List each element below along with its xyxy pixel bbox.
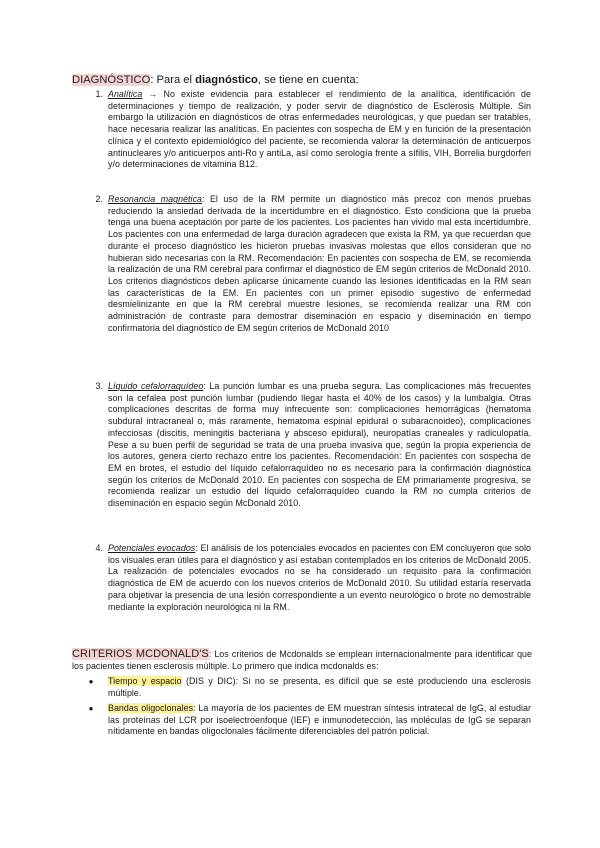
list-item-term: Líquido cefalorraquídeo [108, 381, 204, 391]
list-item-body: → No existe evidencia para establecer el rendimiento de la analítica, identificación de determinaciones y tiempo de realización, y poder servir de diagnóstico de Esclerosis Múltiple. Sin embargo la utilización en diagnósticos de otras enfermedades neurológicas, y que puedan ser tratables, hace necesaria realizar las analíticas. En pacientes con sospecha de EM y en función de la presentación clínica y el contexto epidemiológico del paciente, se recomienda valorar la determinación de anticuerpos antinucleares y/o anticuerpos anti-Ro y antiLa, así como serología frente a sífilis, VIH, Borrelia burgdorferi y/o determinaciones de vitamina B12. [108, 89, 531, 170]
bullet-body: (DIS y DIC): Si no se presenta, es difícil que se esté produciendo una esclerosis múltiple. [108, 676, 531, 698]
list-item-term: Analítica [108, 89, 143, 99]
list-item-potenciales [95, 543, 532, 613]
bullet-item-tiempo [88, 676, 531, 699]
bullet-term: Tiempo y espacio [108, 676, 182, 686]
list-item-resonancia [95, 194, 531, 334]
criterios-label: CRITERIOS MCDONALD'S [72, 648, 209, 660]
list-item-number: 2. [95, 194, 103, 204]
criterios-paragraph [72, 649, 532, 672]
list-item-analitica [95, 89, 531, 171]
diagnostico-label: DIAGNÓSTICO [72, 74, 151, 86]
list-item-number: 1. [95, 89, 103, 99]
bullet-body: : La mayoría de los pacientes de EM muestran síntesis intratecal de IgG, al estudiar las proteínas del LCR por isoelectroenfoque (IEF) e inmunodetección, las moléculas de IgG se separan nítidamente en bandas oligoclonales fácilmente diferenciables del patrón policial. [108, 703, 531, 737]
bullet-term: Bandas oligoclonales [108, 703, 194, 713]
diagnostico-heading [72, 73, 532, 87]
list-item-body: : El análisis de los potenciales evocados en pacientes con EM concluyeron que solo los visuales eran útiles para el diagnóstico y así estaban contemplados en los criterios de McDonald 2005. La realización de potenciales evocados no se ha considerado un requisito para la confirmación diagnóstica de EM de acuerdo con los nuevos criterios de McDonald 2010. Su utilidad estaría reservada para objetivar la presencia de una lesión correspondiente a un evento neurológico o brote no demostrable mediante la exploración neurológica ni la RM. [108, 543, 532, 612]
list-item-number: 4. [95, 543, 103, 553]
bullet-item-bandas [88, 703, 531, 738]
list-item-number: 3. [95, 381, 103, 391]
bullet-icon: ● [88, 677, 94, 686]
bullet-icon: ● [88, 704, 94, 713]
list-item-body: : El uso de la RM permite un diagnóstico más precoz con menos pruebas reduciendo la ansiedad derivada de la incertidumbre en el diagnóstico. Esto condiciona que la prueba tenga una buena aceptación por parte de los pacientes. Los pacientes han vivido mal esta incertidumbre. Los pacientes con una enfermedad de larga duración agradecen que exista la RM, ya que recuerdan que durante el proceso diagnóstico les hicieron pruebas invasivas molestas que ellos consideran que no hubieran sido necesarias con la RM. Recomendación: En pacientes con sospecha de EM, se recomienda la realización de una RM cerebral para confirmar el diagnóstico de EM según criterios de McDonald 2010. Los criterios diagnósticos deben aplicarse únicamente cuando las lesiones identificadas en la RM sean las características de la EM. En pacientes con un primer episodio sugestivo de enfermedad desmielinizante en que la RM cerebral muestre lesiones, se recomienda realizar una RM con administración de contraste para demostrar diseminación en espacio y diseminación en tiempo confirmatoria del diagnóstico de EM según criterios de McDonald 2010 [108, 194, 531, 333]
list-item-liquido [95, 381, 531, 510]
diagnostico-text-bold: diagnóstico [195, 74, 258, 86]
diagnostico-text-a: : Para el [150, 74, 196, 86]
list-item-term: Potenciales evocados [108, 543, 196, 553]
list-item-term: Resonancia magnética [108, 194, 203, 204]
criterios-text: : Los criterios de Mcdonalds se emplean internacionalmente para identificar que los pacientes tienen esclerosis múltiple. Lo primero que indica mcdonalds es: [72, 649, 532, 671]
diagnostico-text-b: , se tiene en cuenta: [257, 74, 359, 86]
list-item-body: : La punción lumbar es una prueba segura. Las complicaciones más frecuentes son la cefalea post punción lumbar (pudiendo llegar hasta el 40% de los casos) y la lumbalgia. Otras complicaciones descritas de forma muy infrecuente son: complicaciones hemorrágicas (hematoma subdural intracraneal o, más raramente, hematoma espinal epidural o subaracnoideo), complicaciones infecciosas (discitis, meningitis bacteriana y absceso epidural), neuropatías craneales y radiculopatía. Pese a su buen perfil de seguridad se trata de una prueba invasiva que, según la propia experiencia de los autores, genera cierto rechazo entre los pacientes. Recomendación: En pacientes con sospecha de EM en brotes, el estudio del líquido cefalorraquídeo no es necesario para la confirmación diagnóstica según los criterios de McDonald 2010. En pacientes con sospecha de EM primariamente progresiva, se recomienda realizar un estudio del líquido cefalorraquídeo cuando la RM no cumpla criterios de diseminación en espacio según McDonald 2010. [108, 381, 531, 509]
